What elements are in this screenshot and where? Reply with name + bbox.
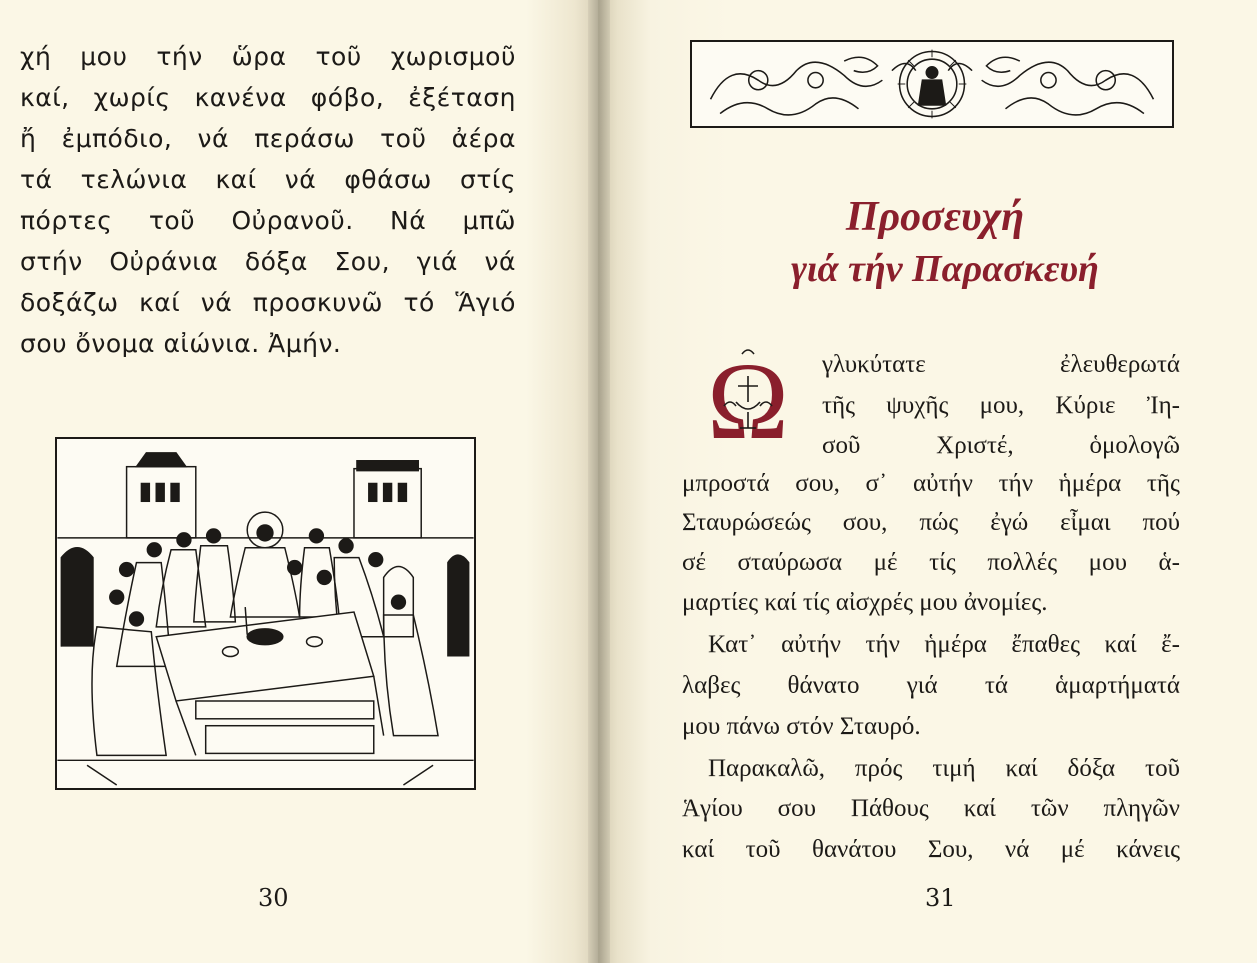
word: Σταυρώσεώς xyxy=(682,509,811,536)
word: πώς xyxy=(919,509,959,536)
word: Οὐρανοῦ. xyxy=(231,206,354,235)
left-page-text xyxy=(20,36,516,364)
word: τῶν xyxy=(1030,795,1069,822)
word: τό xyxy=(403,288,435,317)
prayer-subtitle: γιά τήν Παρασκευή xyxy=(791,248,1099,290)
word: στήν xyxy=(20,247,83,276)
word: χωρισμοῦ xyxy=(390,42,516,71)
word: μέ xyxy=(873,549,898,576)
word: τιμή xyxy=(932,755,976,782)
word: σταύρωσα xyxy=(737,549,843,576)
word: γιά xyxy=(416,247,458,276)
word: τήν xyxy=(998,470,1034,497)
word: Νά xyxy=(390,206,427,235)
word: ἐξέταση xyxy=(408,83,516,112)
word: Ἅγιό xyxy=(455,288,516,317)
left-text-line xyxy=(20,77,516,118)
word: ἐμπόδιο, xyxy=(61,124,173,153)
left-text-line xyxy=(20,282,516,323)
word: σοῦ xyxy=(822,432,861,459)
word: Πάθους xyxy=(850,795,929,822)
left-text-line xyxy=(20,200,516,241)
word: πολλές xyxy=(987,549,1058,576)
word: τίς xyxy=(929,549,956,576)
word: σου, xyxy=(842,509,888,536)
word: φόβο, xyxy=(310,83,385,112)
word: σου ὄνομα αἰώνια. Ἀμήν. xyxy=(20,329,342,358)
word: καί xyxy=(1104,631,1137,658)
word: αὐτήν xyxy=(781,631,841,658)
word: μπροστά xyxy=(682,470,770,497)
word: γιά xyxy=(906,672,938,699)
word: τήν xyxy=(156,42,203,71)
word: πού xyxy=(1142,509,1180,536)
word: τοῦ xyxy=(745,836,781,863)
word: Σου, xyxy=(334,247,391,276)
word: χή xyxy=(20,42,52,71)
word: τῆς xyxy=(822,392,856,419)
right-text-line xyxy=(682,470,1180,498)
word: δόξα xyxy=(244,247,308,276)
word: νά xyxy=(1004,836,1030,863)
word: Ἁγίου xyxy=(682,795,743,822)
word: μου πάνω στόν Σταυρό. xyxy=(682,713,921,740)
left-text-line xyxy=(20,118,516,159)
word: τήν xyxy=(865,631,900,658)
word: λαβες xyxy=(682,672,741,699)
word: κάνεις xyxy=(1116,836,1180,863)
svg-text:Ω: Ω xyxy=(707,340,789,458)
word: ἡμέρα xyxy=(924,631,987,658)
word: στίς xyxy=(459,165,516,194)
right-text-line xyxy=(682,549,1180,577)
word: ὥρα xyxy=(231,42,287,71)
word: Χριστέ, xyxy=(936,432,1014,459)
prayer-title: Προσευχή xyxy=(845,194,1025,240)
page-number-right: 31 xyxy=(925,884,956,912)
word: θάνατο xyxy=(787,672,860,699)
word: ἀέρα xyxy=(451,124,516,153)
right-text-line xyxy=(682,836,1180,864)
word: καί xyxy=(682,836,715,863)
word: χωρίς xyxy=(93,83,171,112)
left-text-line xyxy=(20,36,516,77)
word: νά xyxy=(200,288,233,317)
right-text-line xyxy=(682,795,1180,823)
word: τά xyxy=(984,672,1008,699)
word: μέ xyxy=(1060,836,1085,863)
word: καί xyxy=(215,165,257,194)
right-text-line xyxy=(682,713,1180,741)
left-text-line xyxy=(20,241,516,282)
word: τοῦ xyxy=(380,124,427,153)
word: θανάτου xyxy=(811,836,897,863)
right-text-line xyxy=(822,432,1180,460)
word: μου xyxy=(1088,549,1127,576)
word: πληγῶν xyxy=(1103,795,1180,822)
word: ὁμολογῶ xyxy=(1089,432,1180,459)
word: δοξάζω xyxy=(20,288,119,317)
right-text-line xyxy=(682,672,1180,700)
page-number-left: 30 xyxy=(258,884,289,912)
right-text-line xyxy=(708,631,1180,659)
word: προσκυνῶ xyxy=(252,288,383,317)
word: μπῶ xyxy=(462,206,516,235)
word: σου, xyxy=(795,470,840,497)
word: πόρτες xyxy=(20,206,113,235)
word: νά xyxy=(197,124,229,153)
right-text-line xyxy=(682,589,1180,617)
right-text-line xyxy=(682,509,1180,537)
word: κανένα xyxy=(194,83,287,112)
ornamental-header-band xyxy=(690,40,1174,128)
word: μου xyxy=(80,42,128,71)
word: ἡμέρα xyxy=(1058,470,1122,497)
word: σ᾽ xyxy=(865,470,888,497)
word: ἁμαρτήματά xyxy=(1055,672,1180,699)
word: περάσω xyxy=(254,124,355,153)
word: φθάσω xyxy=(344,165,432,194)
word: πρός xyxy=(854,755,903,782)
word: γλυκύτατε xyxy=(822,351,926,378)
word: μαρτίες καί τίς αἰσχρές μου ἀνομίες. xyxy=(682,589,1048,616)
word: τά xyxy=(20,165,53,194)
word: σέ xyxy=(682,549,706,576)
word: Ἰη- xyxy=(1146,392,1180,419)
word: ψυχῆς xyxy=(886,392,949,419)
word: τοῦ xyxy=(148,206,196,235)
word: Κύριε xyxy=(1055,392,1116,419)
word: μου, xyxy=(979,392,1025,419)
dropcap-omega xyxy=(684,340,812,458)
left-text-line xyxy=(20,159,516,200)
word: ἔπαθες xyxy=(1011,631,1080,658)
word: Παρακαλῶ, xyxy=(708,755,826,782)
word: Οὐράνια xyxy=(109,247,219,276)
word: Σου, xyxy=(927,836,974,863)
left-text-line xyxy=(20,323,516,364)
word: ἁ- xyxy=(1158,549,1180,576)
last-supper-illustration xyxy=(55,437,476,790)
word: Κατ᾽ xyxy=(708,631,757,658)
right-text-line xyxy=(822,351,1180,379)
word: καί, xyxy=(20,83,70,112)
word: σου xyxy=(777,795,816,822)
word: τοῦ xyxy=(315,42,362,71)
word: καί xyxy=(139,288,181,317)
word: καί xyxy=(963,795,996,822)
word: ἐλευθερωτά xyxy=(1059,351,1180,378)
word: τῆς xyxy=(1146,470,1180,497)
word: δόξα xyxy=(1067,755,1116,782)
word: τοῦ xyxy=(1145,755,1180,782)
word: νά xyxy=(284,165,317,194)
right-text-line xyxy=(822,392,1180,420)
word: αὐτήν xyxy=(913,470,973,497)
book-gutter xyxy=(588,0,610,963)
word: τελώνια xyxy=(80,165,188,194)
right-text-line xyxy=(708,755,1180,783)
word: νά xyxy=(484,247,516,276)
word: ἐγώ xyxy=(990,509,1029,536)
word: ἔ- xyxy=(1161,631,1180,658)
word: ἤ xyxy=(20,124,37,153)
word: εἶμαι xyxy=(1060,509,1111,536)
word: καί xyxy=(1005,755,1038,782)
